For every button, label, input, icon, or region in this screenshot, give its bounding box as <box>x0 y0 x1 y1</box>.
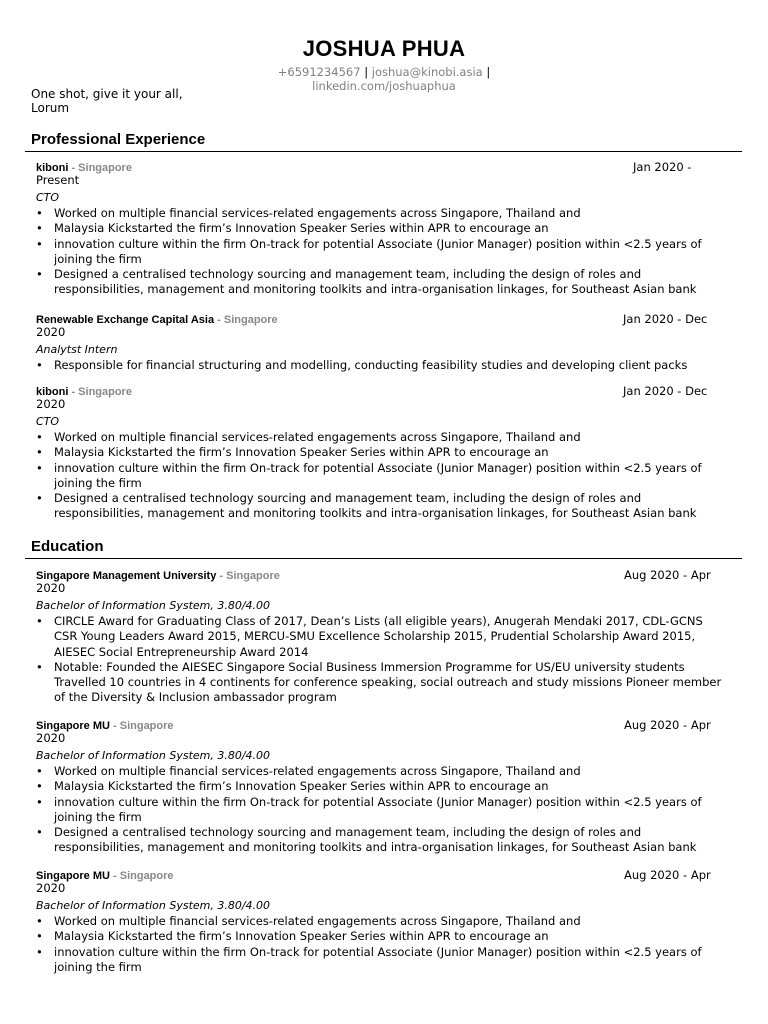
bullet-item: • innovation culture within the firm On-track for potential Associate (Junior Manager) position within <2.5 years of joining the firm <box>36 237 726 268</box>
education-entry <box>36 718 726 856</box>
bullet-list <box>36 206 726 298</box>
entry-role: CTO <box>36 415 60 428</box>
bullet-item: • CIRCLE Award for Graduating Class of 2017, Dean’s Lists (all eligible years), Anugerah Mendaki 2017, CDL-GCNS CSR Young Leaders Award 2015, MERCU-SMU Excellence Scholarship 2015, Prudential Scholarship Award 2015, AIESEC Social Entrepreneurship Award 2014 <box>36 614 726 660</box>
experience-entry <box>36 312 726 373</box>
bullet-list <box>36 430 726 522</box>
entry-dash: - <box>109 870 120 882</box>
bullet-list <box>36 914 726 975</box>
bullet-list <box>36 764 726 856</box>
section-divider <box>25 151 742 152</box>
entry-location: Singapore <box>78 162 132 174</box>
bullet-item: • Malaysia Kickstarted the firm’s Innovation Speaker Series within APR to encourage an <box>36 221 726 236</box>
contact-separator: | <box>364 65 369 79</box>
linkedin-link[interactable]: linkedin.com/joshuaphua <box>312 79 456 93</box>
bullet-item: • Responsible for financial structuring and modelling, conducting feasibility studies and developing client packs <box>36 358 726 373</box>
entry-location: Singapore <box>226 570 280 582</box>
entry-role: Bachelor of Information System, 3.80/4.00 <box>36 749 271 762</box>
tagline <box>31 88 251 115</box>
entry-header <box>36 160 726 174</box>
phone-number[interactable]: +6591234567 <box>277 65 361 79</box>
bullet-list <box>36 614 726 706</box>
bullet-item: • Designed a centralised technology sourcing and management team, including the design of roles and responsibilities, management and monitoring toolkits and intra-organisation linkages, for Southeast Asian bank <box>36 825 726 856</box>
entry-header <box>36 568 726 582</box>
entry-dash: - <box>214 314 224 326</box>
experience-entry <box>36 160 726 298</box>
entry-header <box>36 868 726 882</box>
entry-location: Singapore <box>223 314 278 326</box>
bullet-item: • Designed a centralised technology sourcing and management team, including the design of roles and responsibilities, management and monitoring toolkits and intra-organisation linkages, for Southeast Asian bank <box>36 491 726 522</box>
entry-location: Singapore <box>78 386 132 398</box>
entry-date-continued: 2020 <box>36 397 66 411</box>
entry-date: Aug 2020 - Apr <box>624 568 711 582</box>
experience-entry <box>36 384 726 522</box>
bullet-item: • innovation culture within the firm On-track for potential Associate (Junior Manager) position within <2.5 years of joining the firm <box>36 945 726 976</box>
entry-date: Jan 2020 - <box>633 160 692 174</box>
bullet-item: • innovation culture within the firm On-track for potential Associate (Junior Manager) position within <2.5 years of joining the firm <box>36 795 726 826</box>
entry-organization: Singapore Management University <box>36 570 217 582</box>
entry-dash: - <box>109 720 120 732</box>
bullet-item: • Malaysia Kickstarted the firm’s Innovation Speaker Series within APR to encourage an <box>36 445 726 460</box>
email-link[interactable]: joshua@kinobi.asia <box>371 65 483 79</box>
resume-name: JOSHUA PHUA <box>302 36 466 61</box>
entry-header <box>36 312 726 326</box>
entry-date-continued: 2020 <box>36 731 66 745</box>
entry-date-continued: 2020 <box>36 581 66 595</box>
entry-organization: kiboni <box>36 386 69 398</box>
section-divider <box>25 558 742 559</box>
tagline-line: One shot, give it your all, <box>31 87 183 101</box>
bullet-item: • Worked on multiple financial services-related engagements across Singapore, Thailand and <box>36 764 726 779</box>
bullet-item: • Designed a centralised technology sourcing and management team, including the design of roles and responsibilities, management and monitoring toolkits and intra-organisation linkages, for Southeast Asian bank <box>36 267 726 298</box>
bullet-item: • innovation culture within the firm On-track for potential Associate (Junior Manager) position within <2.5 years of joining the firm <box>36 461 726 492</box>
entry-organization: Singapore MU <box>36 870 110 882</box>
bullet-list <box>36 358 726 373</box>
tagline-line: Lorum <box>31 100 70 115</box>
bullet-item: • Worked on multiple financial services-related engagements across Singapore, Thailand and <box>36 430 726 445</box>
education-entry <box>36 868 726 975</box>
entry-role: Bachelor of Information System, 3.80/4.00 <box>36 599 271 612</box>
bullet-item: • Notable: Founded the AIESEC Singapore Social Business Immersion Programme for US/EU university students Travelled 10 countries in 4 continents for conference speaking, social outreach and study missions Pioneer member of the Diversity & Inclusion ambassador program <box>36 660 726 706</box>
entry-location: Singapore <box>119 720 174 732</box>
entry-location: Singapore <box>119 870 174 882</box>
entry-organization: kiboni <box>36 162 69 174</box>
entry-date-continued: 2020 <box>36 325 66 339</box>
entry-role: Analytst Intern <box>36 343 118 356</box>
entry-organization: Renewable Exchange Capital Asia <box>36 314 215 326</box>
contact-info <box>269 65 499 93</box>
bullet-item: • Malaysia Kickstarted the firm’s Innovation Speaker Series within APR to encourage an <box>36 929 726 944</box>
bullet-item: • Worked on multiple financial services-related engagements across Singapore, Thailand and <box>36 914 726 929</box>
entry-date-continued: 2020 <box>36 881 66 895</box>
bullet-item: • Malaysia Kickstarted the firm’s Innovation Speaker Series within APR to encourage an <box>36 779 726 794</box>
entry-dash: - <box>68 386 79 398</box>
experience-section-title: Professional Experience <box>31 131 206 148</box>
education-entry <box>36 568 726 706</box>
contact-separator: | <box>486 65 491 79</box>
entry-dash: - <box>216 570 227 582</box>
entry-date: Aug 2020 - Apr <box>624 868 711 882</box>
bullet-item: • Worked on multiple financial services-related engagements across Singapore, Thailand and <box>36 206 726 221</box>
entry-date: Jan 2020 - Dec <box>623 384 708 398</box>
entry-organization: Singapore MU <box>36 720 110 732</box>
entry-header <box>36 718 726 732</box>
entry-date: Aug 2020 - Apr <box>624 718 711 732</box>
entry-date: Jan 2020 - Dec <box>623 312 708 326</box>
entry-role: CTO <box>36 191 60 204</box>
education-section-title: Education <box>31 538 104 555</box>
entry-date-continued: Present <box>36 173 80 187</box>
entry-role: Bachelor of Information System, 3.80/4.00 <box>36 899 271 912</box>
entry-dash: - <box>68 162 79 174</box>
entry-header <box>36 384 726 398</box>
